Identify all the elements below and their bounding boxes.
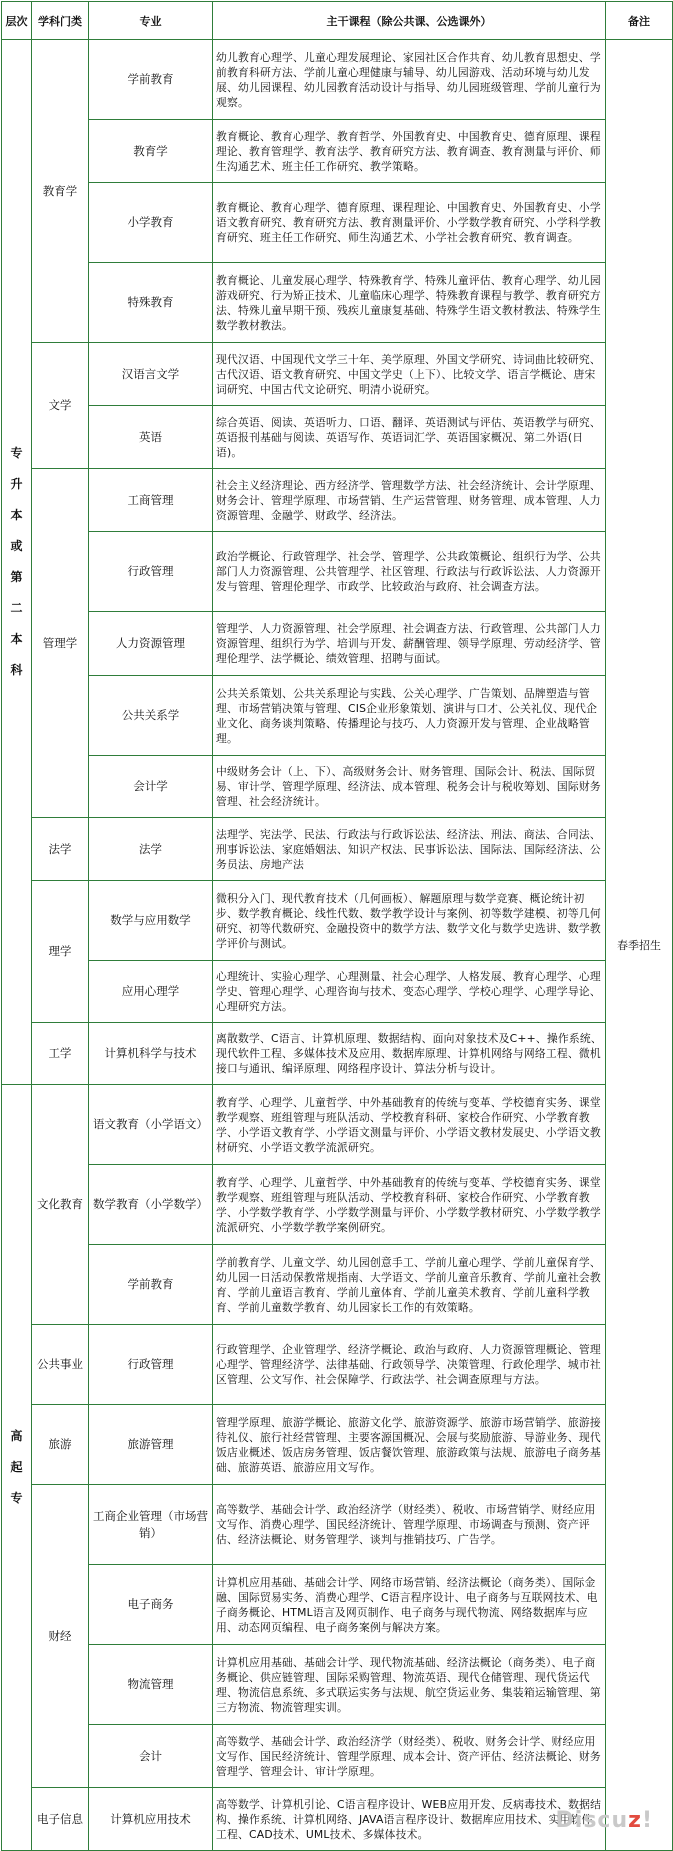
major-cell: 行政管理 (89, 1325, 213, 1405)
header-major: 专业 (89, 2, 213, 40)
level-zhuanshengben: 专升本或第二本科 (2, 40, 32, 1085)
table-row (2, 1023, 673, 1085)
course-cell: 高等数学、基础会计学、政治经济学（财经类）、税收、财务会计学、财经应用文写作、国民经济统计、管理学原理、成本会计、资产评估、经济法概论、财务管理学、管理会计、审计学原理。 (213, 1725, 606, 1788)
major-cell: 小学教育 (89, 183, 213, 263)
category-guanli: 管理学 (32, 469, 89, 818)
category-gongxue: 工学 (32, 1023, 89, 1085)
major-cell: 学前教育 (89, 40, 213, 120)
course-cell: 法理学、宪法学、民法、行政法与行政诉讼法、经济法、刑法、商法、合同法、刑事诉讼法、家庭婚姻法、知识产权法、民事诉讼法、国际法、国际经济法、公务员法、房地产法 (213, 818, 606, 881)
table-row (2, 612, 673, 676)
major-cell: 会计学 (89, 756, 213, 818)
major-cell: 工商管理 (89, 469, 213, 532)
course-cell: 幼儿教育心理学、儿童心理发展理论、家园社区合作共育、幼儿教育思想史、学前教育科研方法、学前儿童心理健康与辅导、幼儿园游戏、活动环境与幼儿发展、幼儿园课程、幼儿园教育活动设计与指导、幼儿园班级管理、学前儿童行为观察。 (213, 40, 606, 120)
course-cell: 社会主义经济理论、西方经济学、管理数学方法、社会经济统计、会计学原理、财务会计、管理学原理、市场营销、生产运营管理、财务管理、成本管理、人力资源管理、金融学、财政学、经济法。 (213, 469, 606, 532)
course-cell: 教育概论、教育心理学、德育原理、课程理论、中国教育史、外国教育史、小学语文教育研究、教育研究方法、教育测量评价、小学数学教育研究、小学科学教育研究、班主任工作研究、师生沟通艺术、小学社会教育研究、教育调查。 (213, 183, 606, 263)
course-cell: 计算机应用基础、基础会计学、网络市场营销、经济法概论（商务类）、国际金融、国际贸易实务、消费心理学、C语言程序设计、电子商务与互联网技术、电子商务概论、HTML语言及网页制作、电子商务与现代物流、网络数据库与应用、动态网页编程、电子商务案例与解决方案。 (213, 1565, 606, 1645)
course-cell: 综合英语、阅读、英语听力、口语、翻译、英语测试与评估、英语教学与研究、英语报刊基础与阅读、英语写作、英语词汇学、英语国家概况、第二外语(日语)。 (213, 406, 606, 469)
course-cell: 教育学、心理学、儿童哲学、中外基础教育的传统与变革、学校德育实务、课堂教学观察、班组管理与班队活动、学校教育科研、家校合作研究、小学教育教学、小学数学教育学、小学数学测量与评价、小学数学教材研究、小学数学教学流派研究、小学数学教学案例研究。 (213, 1165, 606, 1245)
course-cell: 高等数学、基础会计学、政治经济学（财经类）、税收、市场营销学、财经应用文写作、消费心理学、国民经济统计、管理学原理、市场调查与预测、资产评估、经济法概论、财务管理学、谈判与推销技巧、广告学。 (213, 1485, 606, 1565)
major-cell: 学前教育 (89, 1245, 213, 1325)
major-cell: 数学与应用数学 (89, 881, 213, 961)
table-row (2, 343, 673, 406)
table-row (2, 469, 673, 532)
category-lixue: 理学 (32, 881, 89, 1023)
course-cell: 教育学、心理学、儿童哲学、中外基础教育的传统与变革、学校德育实务、课堂教学观察、班组管理与班队活动、学校教育科研、家校合作研究、小学教育教学、小学语文教育学、小学语文测量与评价、小学语文教材发展史、小学语文教材研究、小学语文教学流派研究。 (213, 1085, 606, 1165)
table-row (2, 1085, 673, 1165)
note-cell: 春季招生 (606, 40, 673, 1851)
table-row (2, 881, 673, 961)
table-row (2, 1245, 673, 1325)
level-gaoqizhuan: 高起专 (2, 1085, 32, 1851)
table-row (2, 1725, 673, 1788)
major-cell: 教育学 (89, 120, 213, 183)
table-row (2, 961, 673, 1023)
major-cell: 计算机科学与技术 (89, 1023, 213, 1085)
category-lvyou: 旅游 (32, 1405, 89, 1485)
table-row (2, 40, 673, 120)
category-wenhua: 文化教育 (32, 1085, 89, 1325)
table-row (2, 756, 673, 818)
course-cell: 离散数学、C语言、计算机原理、数据结构、面向对象技术及C++、操作系统、现代软件工程、多媒体技术及应用、数据库原理、计算机网络与网络工程、微机接口与通讯、编译原理、网络程序设计、算法分析与设计。 (213, 1023, 606, 1085)
major-cell: 电子商务 (89, 1565, 213, 1645)
course-cell: 教育概论、教育心理学、教育哲学、外国教育史、中国教育史、德育原理、课程理论、教育管理学、教育法学、教育研究方法、教育调查、教育测量与评价、师生沟通艺术、班主任工作研究、教学策略。 (213, 120, 606, 183)
course-cell: 微积分入门、现代教育技术（几何画板）、解题原理与数学竞赛、概论统计初步、数学教育概论、线性代数、数学教学设计与案例、初等数学建模、初等几何研究、初等代数研究、金融投资中的数学方法、数学文化与数学史选讲、数学教学评价与测试。 (213, 881, 606, 961)
table-row (2, 183, 673, 263)
table-row (2, 1325, 673, 1405)
major-cell: 法学 (89, 818, 213, 881)
major-cell: 计算机应用技术 (89, 1788, 213, 1851)
major-cell: 语文教育（小学语文） (89, 1085, 213, 1165)
course-cell: 管理学、人力资源管理、社会学原理、社会调查方法、行政管理、公共部门人力资源管理、组织行为学、培训与开发、薪酬管理、领导学原理、劳动经济学、管理伦理学、法学概论、绩效管理、招聘与面试。 (213, 612, 606, 676)
course-table (1, 1, 673, 1851)
table-row (2, 532, 673, 612)
course-cell: 高等数学、计算机引论、C语言程序设计、WEB应用开发、反病毒技术、数据结构、操作系统、计算机网络、JAVA语言程序设计、数据库应用技术、实用软件工程、CAD技术、UML技术、多媒体技术。 (213, 1788, 606, 1851)
table-row (2, 1405, 673, 1485)
major-cell: 特殊教育 (89, 263, 213, 343)
category-gonggong: 公共事业 (32, 1325, 89, 1405)
major-cell: 旅游管理 (89, 1405, 213, 1485)
course-cell: 行政管理学、企业管理学、经济学概论、政治与政府、人力资源管理概论、管理心理学、管理经济学、法律基础、行政领导学、决策管理、行政伦理学、城市社区管理、公文写作、社会保障学、行政法学、社会调查原理与方法。 (213, 1325, 606, 1405)
major-cell: 行政管理 (89, 532, 213, 612)
major-cell: 人力资源管理 (89, 612, 213, 676)
course-cell: 政治学概论、行政管理学、社会学、管理学、公共政策概论、组织行为学、公共部门人力资源管理、公共管理学、社区管理、行政法与行政诉讼法、人力资源开发与管理、管理伦理学、市政学、比较政治与政府、社会调查方法。 (213, 532, 606, 612)
major-cell: 公共关系学 (89, 676, 213, 756)
header-level: 层次 (2, 2, 32, 40)
course-cell: 中级财务会计（上、下）、高级财务会计、财务管理、国际会计、税法、国际贸易、审计学、管理学原理、经济法、成本管理、税务会计与税收筹划、国际财务管理、社会经济统计。 (213, 756, 606, 818)
major-cell: 英语 (89, 406, 213, 469)
course-cell: 公共关系策划、公共关系理论与实践、公关心理学、广告策划、品牌塑造与管理、市场营销决策与管理、CIS企业形象策划、演讲与口才、公关礼仪、现代企业文化、商务谈判策略、传播理论与技巧、人力资源开发与管理、企业战略管理。 (213, 676, 606, 756)
major-cell: 数学教育（小学数学） (89, 1165, 213, 1245)
header-category: 学科门类 (32, 2, 89, 40)
table-row (2, 1565, 673, 1645)
major-cell: 汉语言文学 (89, 343, 213, 406)
major-cell: 应用心理学 (89, 961, 213, 1023)
table-row (2, 1165, 673, 1245)
category-faxue: 法学 (32, 818, 89, 881)
header-note: 备注 (606, 2, 673, 40)
major-cell: 物流管理 (89, 1645, 213, 1725)
course-cell: 现代汉语、中国现代文学三十年、美学原理、外国文学研究、诗词曲比较研究、古代汉语、语文教育研究、中国文学史（上下）、比较文学、语言学概论、唐宋词研究、中国古代文论研究、明清小说研究。 (213, 343, 606, 406)
category-dianzi: 电子信息 (32, 1788, 89, 1851)
table-row (2, 406, 673, 469)
table-row (2, 120, 673, 183)
table-row (2, 1645, 673, 1725)
table-row (2, 818, 673, 881)
table-header (2, 2, 673, 40)
watermark-logo: Discuz! (555, 1808, 653, 1833)
course-cell: 学前教育学、儿童文学、幼儿园创意手工、学前儿童心理学、学前儿童保育学、幼儿园一日活动保教常规指南、大学语文、学前儿童音乐教育、学前儿童社会教育、学前儿童语言教育、学前儿童体育、学前儿童美术教育、学前儿童科学教育、学前儿童数学教育、幼儿园家长工作的有效策略。 (213, 1245, 606, 1325)
header-courses: 主干课程（除公共课、公选课外） (213, 2, 606, 40)
table-row (2, 263, 673, 343)
major-cell: 会计 (89, 1725, 213, 1788)
category-wenxue: 文学 (32, 343, 89, 469)
course-cell: 计算机应用基础、基础会计学、现代物流基础、经济法概论（商务类）、电子商务概论、供应链管理、国际采购管理、物流英语、现代仓储管理、现代货运代理、物流信息系统、多式联运实务与法规、航空货运业务、集装箱运输管理、第三方物流、物流管理实训。 (213, 1645, 606, 1725)
course-cell: 心理统计、实验心理学、心理测量、社会心理学、人格发展、教育心理学、心理学史、管理心理学、心理咨询与技术、变态心理学、学校心理学、心理学导论、心理研究方法。 (213, 961, 606, 1023)
course-cell: 管理学原理、旅游学概论、旅游文化学、旅游资源学、旅游市场营销学、旅游接待礼仪、旅行社经营管理、主要客源国概况、会展与奖励旅游、导游业务、现代饭店业概述、饭店房务管理、饭店餐饮管理、旅游政策与法规、旅游电子商务基础、旅游英语、旅游应用文写作。 (213, 1405, 606, 1485)
category-caijing: 财经 (32, 1485, 89, 1788)
table-row (2, 1485, 673, 1565)
table-row (2, 676, 673, 756)
major-cell: 工商企业管理（市场营销） (89, 1485, 213, 1565)
category-jiaoyu: 教育学 (32, 40, 89, 343)
course-cell: 教育概论、儿童发展心理学、特殊教育学、特殊儿童评估、教育心理学、幼儿园游戏研究、行为矫正技术、儿童临床心理学、特殊教育课程与教学、教育研究方法、特殊儿童早期干预、残疾儿童康复基础、特殊学生语文教材教法、特殊学生数学教材教法。 (213, 263, 606, 343)
